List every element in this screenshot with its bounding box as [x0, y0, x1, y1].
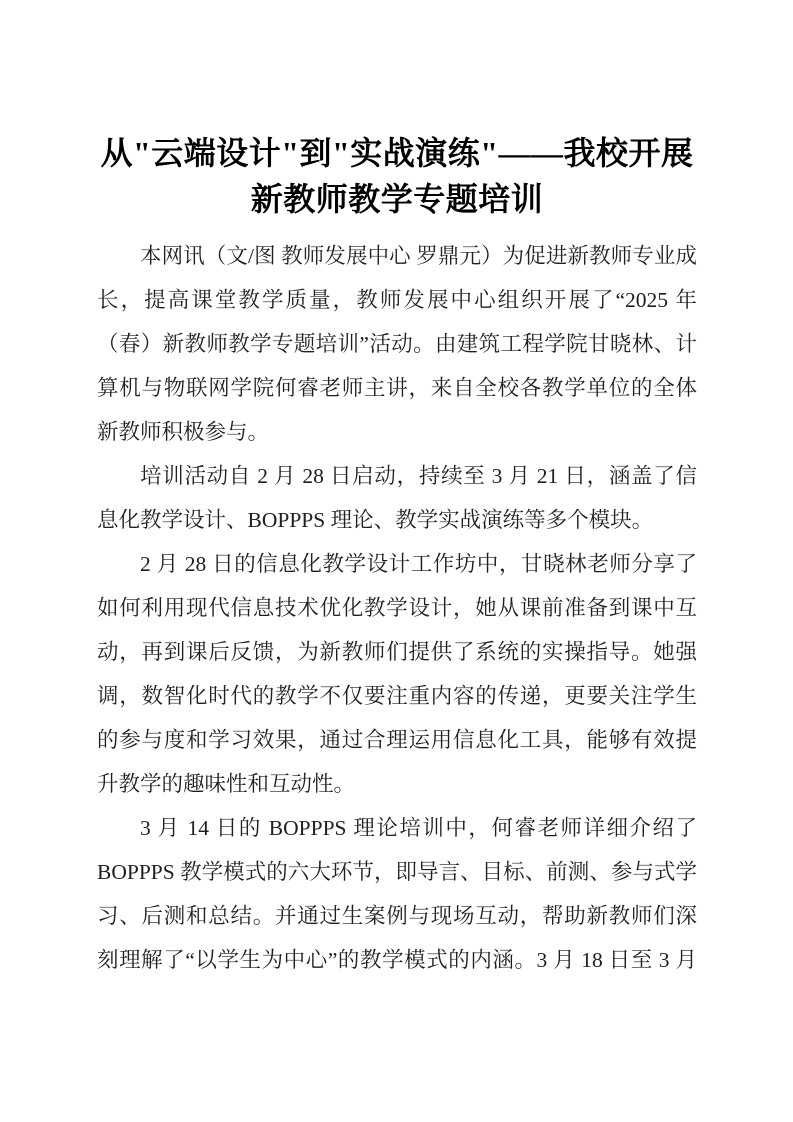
article-title-line-2: 新教师教学专题培训: [250, 181, 544, 217]
paragraph-workshop-feb28: 2 月 28 日的信息化教学设计工作坊中，甘晓林老师分享了如何利用现代信息技术优化教学设计，她从课前准备到课中互动，再到课后反馈，为新教师们提供了系统的实操指导。她强调，数智化时代的教学不仅要注重内容的传递，更要关注学生的参与度和学习效果，通过合理运用信息化工具，能够有效提升教学的趣味性和互动性。: [97, 552, 697, 796]
article-title: [97, 130, 697, 222]
paragraph-schedule: 培训活动自 2 月 28 日启动，持续至 3 月 21 日，涵盖了信息化教学设计、BOPPPS 理论、教学实战演练等多个模块。: [97, 464, 697, 532]
paragraph-intro: 本网讯（文/图 教师发展中心 罗鼎元）为促进新教师专业成长，提高课堂教学质量，教师发展中心组织开展了“2025 年（春）新教师教学专题培训”活动。由建筑工程学院甘晓林、计算机与物联网学院何睿老师主讲，来自全校各教学单位的全体新教师积极参与。: [97, 244, 697, 444]
paragraph-boppps-mar14: 3 月 14 日的 BOPPPS 理论培训中，何睿老师详细介绍了 BOPPPS 教学模式的六大环节，即导言、目标、前测、参与式学习、后测和总结。并通过生案例与现场互动，帮助新教师们深刻理解了“以学生为中心”的教学模式的内涵。3 月 18 日至 3 月: [97, 816, 697, 972]
article-title-line-1: 从"云端设计"到"实战演练"——我校开展: [100, 135, 694, 171]
article-body: [97, 234, 697, 982]
